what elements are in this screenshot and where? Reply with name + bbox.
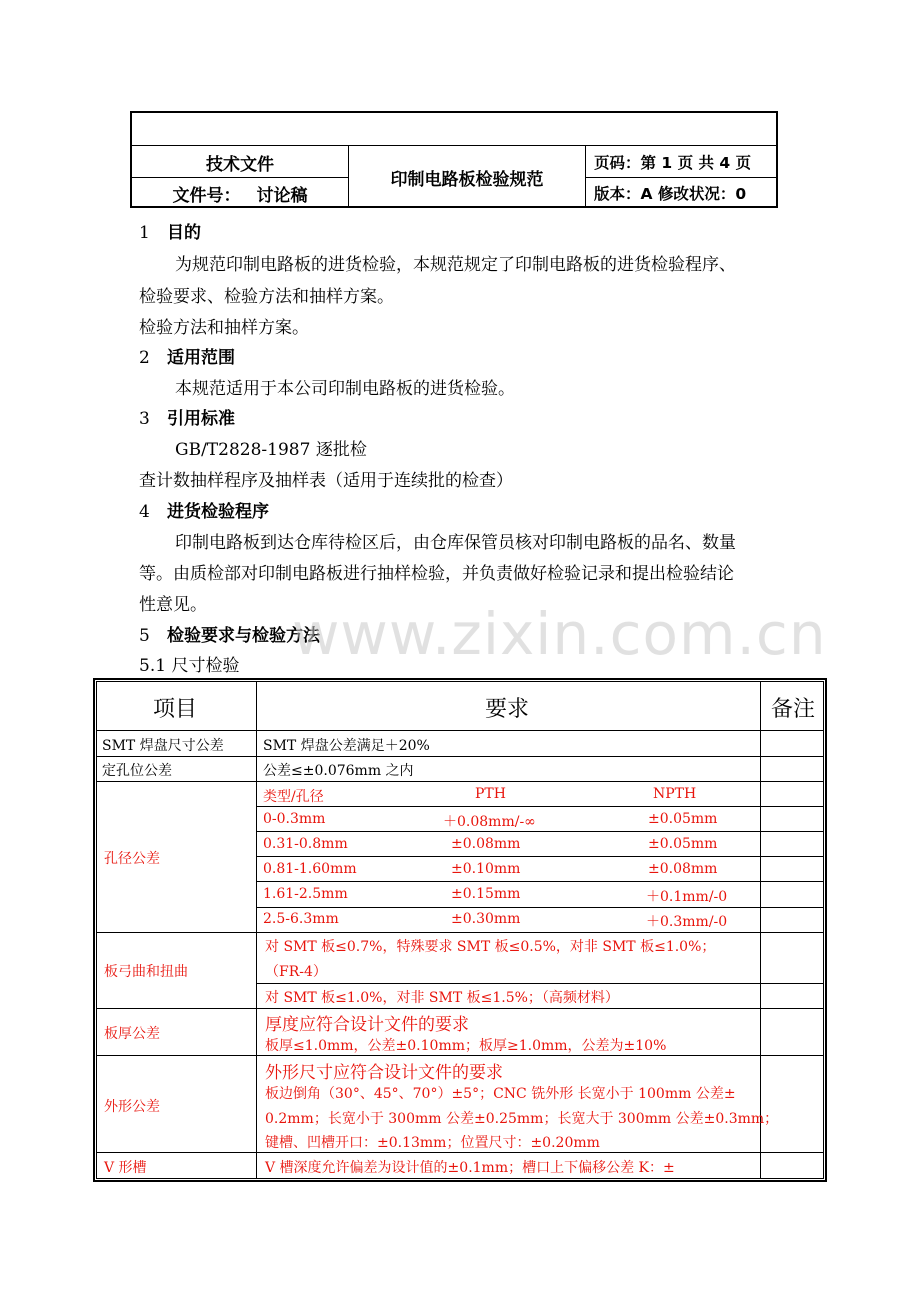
- row-hole-position-item: 定孔位公差: [102, 763, 172, 779]
- hole-row-pth: ＋0.08mm/-∞: [443, 814, 536, 830]
- section-2-heading: 2 适用范围: [139, 348, 235, 368]
- hole-row-size: 0.81-1.60mm: [263, 861, 357, 877]
- section-4-para-3: 性意见。: [139, 595, 207, 615]
- hole-row-npth: ±0.05mm: [648, 836, 718, 852]
- column-header-requirement: 要求: [485, 697, 530, 722]
- row-warp-req-3: 对 SMT 板≤1.0%，对非 SMT 板≤1.5%；（高频材料）: [265, 990, 619, 1006]
- hole-row-npth: ±0.08mm: [648, 861, 718, 877]
- row-hole-position-req: 公差≤±0.076mm 之内: [263, 763, 414, 779]
- row-thickness-req-2: 板厚≤1.0mm，公差±0.10mm；板厚≥1.0mm，公差为±10%: [265, 1038, 667, 1054]
- row-thickness-item: 板厚公差: [104, 1026, 160, 1042]
- row-outline-req-4: 键槽、凹槽开口：±0.13mm；位置尺寸：±0.20mm: [265, 1135, 600, 1151]
- section-3-para-1: GB/T2828-1987 逐批检: [175, 440, 367, 460]
- row-warp-req-1: 对 SMT 板≤0.7%，特殊要求 SMT 板≤0.5%，对非 SMT 板≤1.0%；: [265, 939, 716, 955]
- row-thickness-req-1: 厚度应符合设计文件的要求: [265, 1015, 469, 1035]
- section-4-para-2: 等。由质检部对印制电路板进行抽样检验，并负责做好检验记录和提出检验结论: [139, 564, 734, 584]
- column-header-item: 项目: [153, 697, 198, 722]
- file-number-label: 文件号：: [172, 185, 241, 206]
- hole-row-pth: ±0.08mm: [451, 836, 521, 852]
- row-v-groove-req: V 槽深度允许偏差为设计值的±0.1mm；槽口上下偏移公差 K：±: [265, 1160, 675, 1176]
- row-smt-pad-item: SMT 焊盘尺寸公差: [102, 738, 224, 754]
- row-warp-req-2: （FR-4）: [265, 964, 327, 980]
- row-hole-diameter-item: 孔径公差: [104, 851, 160, 867]
- hole-head-pth: PTH: [475, 786, 506, 802]
- hole-head-type: 类型/孔径: [263, 789, 324, 805]
- doc-type: 技术文件: [206, 154, 274, 175]
- section-5-1-heading: 5.1 尺寸检验: [139, 656, 240, 676]
- hole-row-size: 1.61-2.5mm: [263, 886, 348, 902]
- column-header-note: 备注: [771, 697, 816, 722]
- row-outline-req-2: 板边倒角（30°、45°、70°）±5°；CNC 铣外形 长宽小于 100mm 公差±: [265, 1086, 736, 1102]
- header-blank-row: [132, 113, 776, 146]
- section-4-para-1: 印制电路板到达仓库待检区后，由仓库保管员核对印制电路板的品名、数量: [175, 533, 736, 553]
- row-outline-req-1: 外形尺寸应符合设计文件的要求: [265, 1063, 503, 1083]
- hole-row-size: 2.5-6.3mm: [263, 911, 339, 927]
- section-1-para-3: 检验方法和抽样方案。: [139, 318, 309, 338]
- file-number-value: 讨论稿: [256, 185, 308, 206]
- row-outline-req-3: 0.2mm；长宽小于 300mm 公差±0.25mm；长宽大于 300mm 公差±0.3mm；: [265, 1111, 779, 1127]
- version-info: 版本：A 修改状况：0: [594, 185, 747, 203]
- hole-row-size: 0.31-0.8mm: [263, 836, 348, 852]
- row-v-groove-item: V 形槽: [104, 1160, 147, 1176]
- row-warp-item: 板弓曲和扭曲: [104, 964, 188, 980]
- page-number: 页码：第 1 页 共 4 页: [594, 154, 752, 172]
- section-5-heading: 5 检验要求与检验方法: [139, 626, 320, 646]
- row-smt-pad-req: SMT 焊盘公差满足＋20%: [263, 738, 430, 754]
- section-2-para-1: 本规范适用于本公司印制电路板的进货检验。: [175, 379, 515, 399]
- hole-row-npth: ＋0.1mm/-0: [646, 889, 728, 905]
- document-title: 印制电路板检验规范: [390, 169, 544, 190]
- hole-row-size: 0-0.3mm: [263, 811, 326, 827]
- hole-row-npth: ±0.05mm: [648, 811, 718, 827]
- file-number: [132, 178, 348, 208]
- section-1-para-2: 检验要求、检验方法和抽样方案。: [139, 287, 394, 307]
- hole-row-pth: ±0.10mm: [451, 861, 521, 877]
- hole-row-pth: ±0.15mm: [451, 886, 521, 902]
- row-outline-item: 外形公差: [104, 1099, 160, 1115]
- document-header: [130, 111, 778, 208]
- hole-row-npth: ＋0.3mm/-0: [646, 914, 728, 930]
- section-1-heading: 1 目的: [139, 223, 201, 243]
- watermark: www.zixin.com.cn: [292, 600, 827, 668]
- section-3-heading: 3 引用标准: [139, 409, 235, 429]
- section-1-para-1: 为规范印制电路板的进货检验，本规范规定了印制电路板的进货检验程序、: [175, 255, 736, 275]
- dimension-inspection-table: [93, 678, 827, 1182]
- hole-head-npth: NPTH: [653, 786, 697, 802]
- section-4-heading: 4 进货检验程序: [139, 502, 269, 522]
- hole-row-pth: ±0.30mm: [451, 911, 521, 927]
- section-3-para-2: 查计数抽样程序及抽样表（适用于连续批的检查）: [139, 471, 513, 491]
